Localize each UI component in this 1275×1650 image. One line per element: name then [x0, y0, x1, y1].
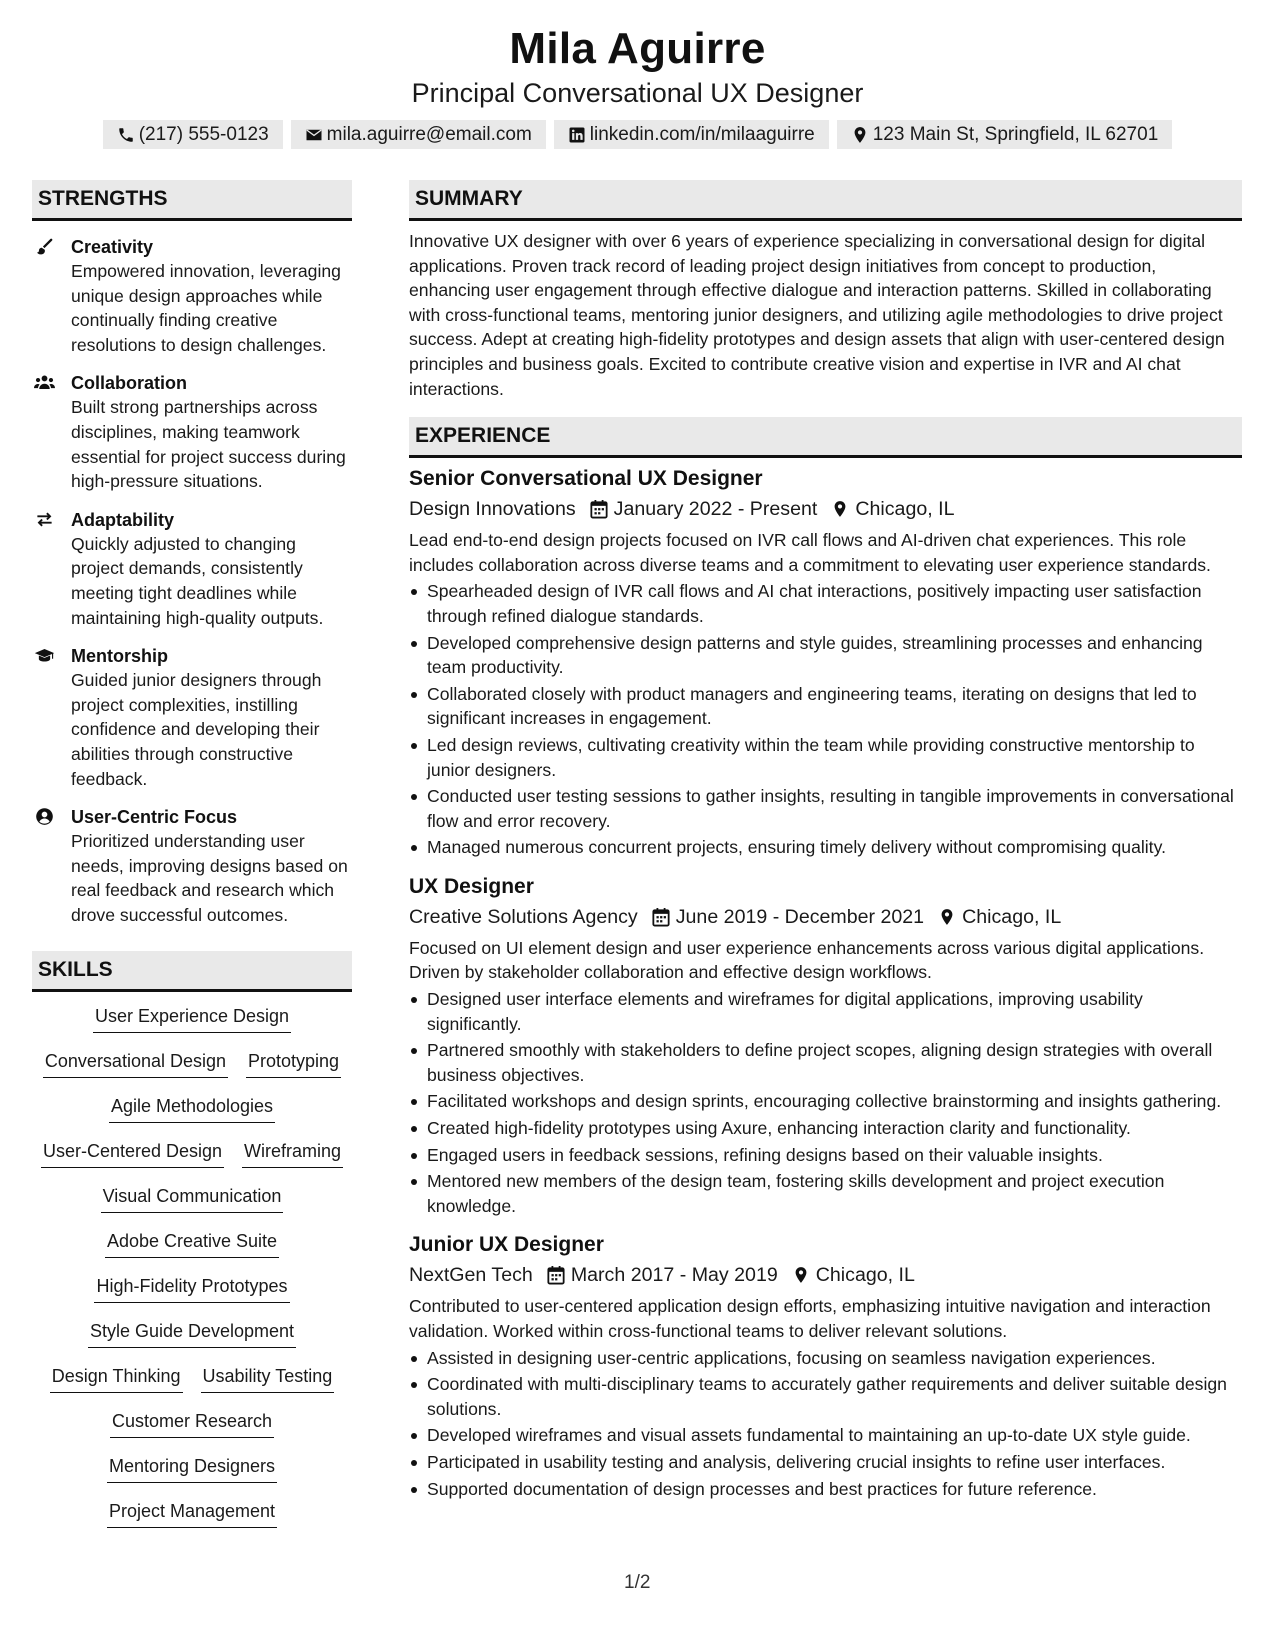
phone-icon — [117, 126, 135, 144]
strength-item — [32, 371, 352, 493]
user-circle-icon — [34, 807, 55, 826]
linkedin-text: linkedin.com/in/milaaguirre — [589, 123, 815, 145]
strength-item — [32, 805, 352, 927]
skill-tag: User Experience Design — [93, 1002, 291, 1033]
bullet-item: Developed wireframes and visual assets fundamental to maintaining an up-to-date UX style guide. — [409, 1423, 1242, 1448]
bullet-item: Collaborated closely with product managers and engineering teams, iterating on designs that led to significant increases in engagement. — [409, 682, 1242, 731]
bullet-item: Facilitated workshops and design sprints, encouraging collective brainstorming and insights gathering. — [409, 1089, 1242, 1114]
graduation-cap-icon — [34, 646, 55, 665]
job-title: UX Designer — [409, 874, 534, 898]
job-bullets — [409, 579, 1242, 860]
map-pin-icon — [831, 499, 849, 519]
job-bullets — [409, 1346, 1242, 1502]
candidate-title: Principal Conversational UX Designer — [411, 78, 864, 108]
contact-linkedin[interactable] — [554, 120, 829, 149]
skill-tag: Conversational Design — [43, 1047, 228, 1078]
skills-list — [32, 1002, 352, 1542]
experience-heading: EXPERIENCE — [409, 417, 1242, 458]
job-title: Senior Conversational UX Designer — [409, 467, 763, 491]
strengths-heading: STRENGTHS — [32, 180, 352, 221]
job-title: Junior UX Designer — [409, 1233, 604, 1257]
bullet-item: Engaged users in feedback sessions, refining designs based on their valuable insights. — [409, 1143, 1242, 1168]
job-meta — [409, 902, 1242, 932]
map-pin-icon — [938, 907, 956, 927]
resume-header — [0, 22, 1275, 149]
job-dates: January 2022 - Present — [613, 498, 818, 521]
job-description: Lead end-to-end design projects focused on IVR call flows and AI-driven chat experiences. This role includes collaboration across diverse teams and a commitment to elevating user experience standards. — [409, 530, 1211, 575]
job-description: Focused on UI element design and user experience enhancements across various digital applications. Driven by stakeholder collaboration and effective design workflows. — [409, 937, 1205, 983]
strength-text: Empowered innovation, leveraging unique design approaches while continually finding creative resolutions to design challenges. — [71, 261, 341, 355]
job-dates: March 2017 - May 2019 — [570, 1264, 778, 1287]
bullet-item: Led design reviews, cultivating creativity within the team while providing constructive mentorship to junior designers. — [409, 733, 1242, 782]
strength-title: Collaboration — [71, 373, 187, 394]
skill-tag: Project Management — [107, 1497, 277, 1528]
skill-tag: High-Fidelity Prototypes — [94, 1272, 289, 1303]
envelope-icon — [305, 126, 323, 144]
skill-tag: Usability Testing — [201, 1362, 335, 1393]
strength-text: Built strong partnerships across disciplines, making teamwork essential for project success during high-pressure situations. — [71, 397, 346, 492]
job-location: Chicago, IL — [962, 905, 1062, 928]
skill-tag: Prototyping — [246, 1047, 341, 1078]
bullet-item: Developed comprehensive design patterns and style guides, streamlining processes and enhancing team productivity. — [409, 631, 1242, 680]
strength-item — [32, 508, 352, 630]
job-entry — [409, 872, 1242, 1219]
contact-phone[interactable] — [103, 120, 283, 149]
calendar-icon — [652, 907, 670, 927]
skills-heading: SKILLS — [32, 951, 352, 992]
bullet-item: Assisted in designing user-centric applications, focusing on seamless navigation experiences. — [409, 1346, 1242, 1371]
company-name: Design Innovations — [409, 498, 576, 521]
bullet-item: Spearheaded design of IVR call flows and AI chat interactions, positively impacting user satisfaction through refined dialogue standards. — [409, 579, 1242, 628]
job-dates: June 2019 - December 2021 — [675, 905, 925, 928]
skill-tag: Customer Research — [110, 1407, 274, 1438]
summary-text: Innovative UX designer with over 6 years of experience specializing in conversational design for digital applications. Proven track record of leading project design initiatives from concept to production, enhancing user engagement through effective dialogue and interaction patterns. Skilled in collaborating with cross-functional teams, mentoring junior designers, and utilizing agile methodologies to drive project success. Adept at creating high-fidelity prototypes and design assets that align with user-centered design principles and business goals. Excited to contribute creative vision and expertise in IVR and AI chat interactions. — [409, 231, 1225, 399]
strength-text: Prioritized understanding user needs, improving designs based on real feedback and research which drove successful outcomes. — [71, 831, 348, 925]
job-description: Contributed to user-centered application design efforts, emphasizing intuitive navigation and interaction validation. Worked within cross-functional teams to deliver relevant solutions. — [409, 1296, 1211, 1341]
paintbrush-icon — [34, 237, 55, 256]
contact-address — [837, 120, 1173, 149]
bullet-item: Mentored new members of the design team, fostering skills development and project execution knowledge. — [409, 1169, 1242, 1218]
company-name: NextGen Tech — [409, 1264, 533, 1287]
candidate-name: Mila Aguirre — [509, 24, 766, 73]
bullet-item: Designed user interface elements and wireframes for digital applications, improving usability significantly. — [409, 987, 1242, 1036]
skill-tag: Visual Communication — [101, 1182, 284, 1213]
exchange-arrows-icon — [34, 510, 55, 529]
skill-tag: Wireframing — [242, 1137, 343, 1168]
strength-text: Quickly adjusted to changing project demands, consistently meeting tight deadlines while maintaining high-quality outputs. — [71, 533, 324, 628]
company-name: Creative Solutions Agency — [409, 905, 638, 928]
map-pin-icon — [851, 126, 869, 144]
map-pin-icon — [792, 1265, 810, 1285]
calendar-icon — [547, 1265, 565, 1285]
strength-title: Adaptability — [71, 509, 175, 530]
left-column — [32, 180, 352, 1542]
bullet-item: Conducted user testing sessions to gather insights, resulting in tangible improvements in conversational flow and error recovery. — [409, 784, 1242, 833]
bullet-item: Partnered smoothly with stakeholders to define project scopes, aligning design strategies with overall business objectives. — [409, 1038, 1242, 1087]
calendar-icon — [590, 499, 608, 519]
skill-tag: Style Guide Development — [88, 1317, 296, 1348]
address-text: 123 Main St, Springfield, IL 62701 — [872, 123, 1159, 145]
strength-title: Mentorship — [71, 646, 168, 667]
summary-heading: SUMMARY — [409, 180, 1242, 221]
contact-bar — [0, 120, 1275, 149]
users-icon — [34, 373, 55, 392]
job-entry — [409, 464, 1242, 860]
job-meta — [409, 1260, 1242, 1290]
bullet-item: Created high-fidelity prototypes using Axure, enhancing interaction clarity and functionality. — [409, 1116, 1242, 1141]
skill-tag: Adobe Creative Suite — [105, 1227, 279, 1258]
bullet-item: Managed numerous concurrent projects, ensuring timely delivery without compromising quality. — [409, 835, 1242, 860]
strength-text: Guided junior designers through project complexities, instilling confidence and developing their abilities through constructive feedback. — [71, 670, 322, 789]
skill-tag: User-Centered Design — [41, 1137, 224, 1168]
job-meta — [409, 494, 1242, 524]
phone-text: (217) 555-0123 — [138, 123, 269, 145]
job-location: Chicago, IL — [855, 498, 955, 521]
strength-title: Creativity — [71, 237, 154, 257]
skill-tag: Design Thinking — [50, 1362, 183, 1393]
strength-title: User-Centric Focus — [71, 807, 238, 828]
job-location: Chicago, IL — [815, 1264, 915, 1287]
strength-item — [32, 644, 352, 791]
page-number: 1/2 — [624, 1572, 651, 1593]
contact-email[interactable] — [291, 120, 546, 149]
skill-tag: Mentoring Designers — [107, 1452, 277, 1483]
email-text: mila.aguirre@email.com — [326, 123, 532, 145]
strength-item — [32, 235, 352, 357]
skill-tag: Agile Methodologies — [109, 1092, 275, 1123]
job-bullets — [409, 987, 1242, 1218]
bullet-item: Supported documentation of design processes and best practices for future reference. — [409, 1477, 1242, 1502]
right-column — [409, 180, 1242, 1501]
linkedin-icon — [568, 126, 586, 144]
job-entry — [409, 1230, 1242, 1501]
bullet-item: Coordinated with multi-disciplinary teams to accurately gather requirements and deliver suitable design solutions. — [409, 1372, 1242, 1421]
bullet-item: Participated in usability testing and analysis, delivering crucial insights to refine user interfaces. — [409, 1450, 1242, 1475]
